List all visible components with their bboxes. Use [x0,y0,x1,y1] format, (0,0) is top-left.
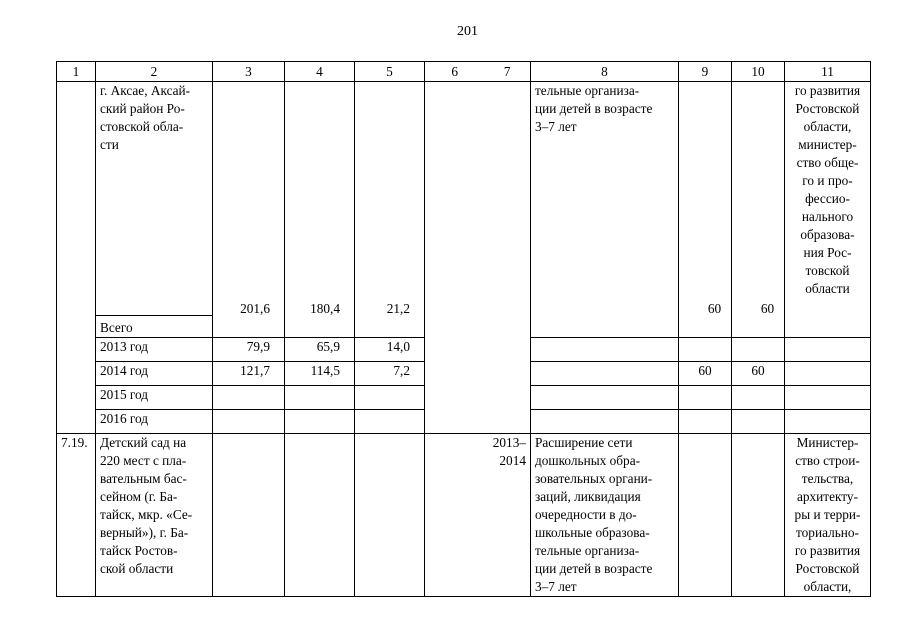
table-row-item [57,434,871,597]
value-cell: 60 [707,301,722,316]
number-cell-empty [57,82,96,434]
table-row-continuation [57,82,871,316]
header-cell: 8 [531,62,679,82]
value-cell [285,410,355,434]
value-cell [679,386,732,410]
value-cell: 79,9 [213,338,285,362]
location-cell: г. Аксае, Аксай- ский район Ро- стовской обла- сти [96,82,213,316]
row-label: 2016 год [96,410,213,434]
cell [732,82,785,338]
cell [355,434,425,597]
value-cell: 14,0 [355,338,425,362]
cell [785,362,871,386]
header-cell: 2 [96,62,213,82]
header-cell: 7 [485,62,531,82]
value-cell: 180,4 [310,301,340,316]
value-cell [355,386,425,410]
cell [213,434,285,597]
header-cell: 11 [785,62,871,82]
header-cell: 3 [213,62,285,82]
cell [679,82,732,338]
cell [285,82,355,338]
row-label: 2015 год [96,386,213,410]
item-responsible: Министер- ство строи- тельства, архитекту- ры и терри- ториально- го развития Ростовской области, [785,434,871,597]
value-cell [285,386,355,410]
row-label: 2014 год [96,362,213,386]
cell [531,338,679,362]
value-cell: 60 [732,362,785,386]
row-label: Всего [96,316,213,338]
cell [531,410,679,434]
cell [531,362,679,386]
responsible-cell: го развития Ростовской области, министер- ство обще- го и про- фессио- нального образова- ния Рос- товской области [785,82,871,338]
cell [785,338,871,362]
header-cell: 9 [679,62,732,82]
value-cell: 60 [760,301,775,316]
header-cell: 6 [425,62,485,82]
cell [425,82,485,434]
program-table [56,61,871,597]
cell [213,82,285,338]
value-cell: 7,2 [355,362,425,386]
cell [679,434,732,597]
value-cell [679,410,732,434]
value-cell [732,338,785,362]
cell [355,82,425,338]
value-cell: 21,2 [386,301,410,316]
item-name: Детский сад на 220 мест с пла- вательным бас- сейном (г. Ба- тайск, мкр. «Се- верный»), г. Ба- тайск Ростов- ской области [96,434,213,597]
cell [732,434,785,597]
value-cell: 201,6 [240,301,270,316]
cell [531,386,679,410]
value-cell: 65,9 [285,338,355,362]
value-cell [732,410,785,434]
value-cell [732,386,785,410]
row-label: 2013 год [96,338,213,362]
value-cell [213,410,285,434]
header-row [57,62,871,82]
header-cell: 1 [57,62,96,82]
header-cell: 4 [285,62,355,82]
value-cell [355,410,425,434]
cell [785,410,871,434]
purpose-cell: тельные организа- ции детей в возрасте 3–7 лет [531,82,679,338]
value-cell [679,338,732,362]
cell [785,386,871,410]
value-cell [213,386,285,410]
cell [425,434,485,597]
cell [285,434,355,597]
header-cell: 10 [732,62,785,82]
item-number: 7.19. [57,434,96,597]
page-number: 201 [457,24,478,39]
value-cell: 121,7 [213,362,285,386]
cell [485,82,531,434]
header-cell: 5 [355,62,425,82]
value-cell: 60 [679,362,732,386]
item-period: 2013– 2014 [485,434,531,597]
value-cell: 114,5 [285,362,355,386]
item-purpose: Расширение сети дошкольных обра- зовательных органи- заций, ликвидация очередности в до- школьные образова- тельные организа- ции детей в возрасте 3–7 лет [531,434,679,597]
